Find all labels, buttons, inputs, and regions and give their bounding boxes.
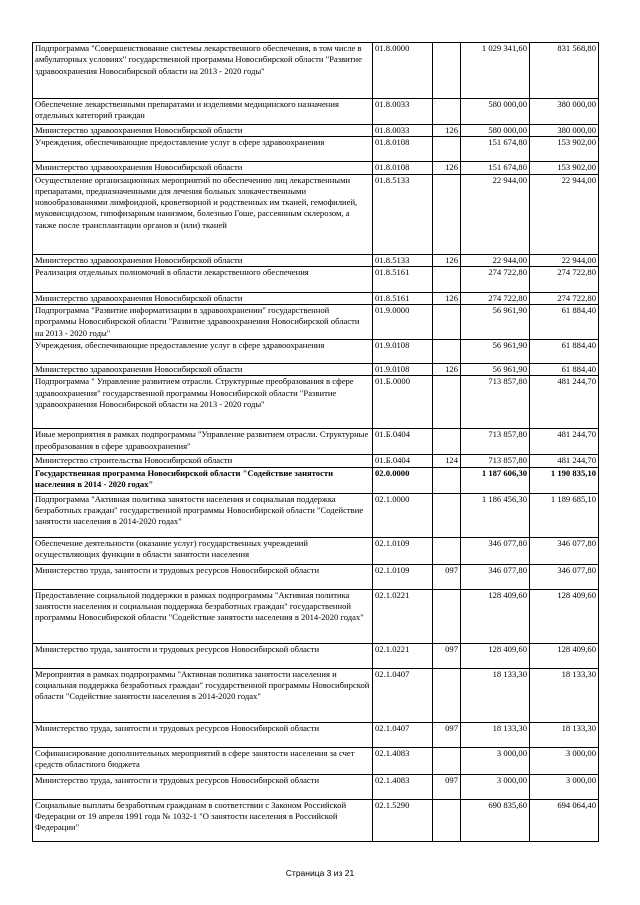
row-value-1: 22 944,00 — [461, 174, 530, 254]
table-row — [33, 340, 599, 364]
row-org: 126 — [433, 364, 461, 376]
row-name: Обеспечение лекарственными препаратами и изделиями медицинского назначения отдельных категорий граждан — [33, 99, 373, 125]
row-value-2: 3 000,00 — [530, 747, 599, 774]
row-code: 01.Б.0404 — [373, 429, 433, 455]
row-code: 01.9.0000 — [373, 305, 433, 340]
row-name: Министерство труда, занятости и трудовых ресурсов Новосибирской области — [33, 774, 373, 799]
row-code: 02.1.0221 — [373, 643, 433, 668]
row-name: Подпрограмма "Совершенствование системы лекарственного обеспечения, в том числе в амбулаторных условиях" государственной программы Новосибирской области "Развитие здравоохранения Новосибирской области на 2013 - 2020 годы" — [33, 43, 373, 99]
table-row — [33, 305, 599, 340]
row-value-1: 580 000,00 — [461, 125, 530, 137]
row-org: 097 — [433, 643, 461, 668]
table-row — [33, 668, 599, 722]
row-name: Министерство труда, занятости и трудовых ресурсов Новосибирской области — [33, 722, 373, 747]
row-code: 02.1.4083 — [373, 774, 433, 799]
row-name: Обеспечение деятельности (оказание услуг) государственных учреждений осуществляющих функции в области занятости населения — [33, 537, 373, 564]
row-name: Подпрограмма "Развитие информатизации в здравоохранении" государственной программы Новосибирской области "Развитие здравоохранения Новосибирской области на 2013 - 2020 годы" — [33, 305, 373, 340]
row-value-2: 274 722,80 — [530, 292, 599, 304]
row-value-1: 690 835,60 — [461, 799, 530, 841]
row-value-2: 61 884,40 — [530, 305, 599, 340]
row-org — [433, 137, 461, 162]
row-value-1: 274 722,80 — [461, 292, 530, 304]
row-name: Мероприятия в рамках подпрограммы "Активная политика занятости населения и социальная поддержка безработных граждан" государственной программы Новосибирской области "Содействие занятости населения в 2014-2020 годах" — [33, 668, 373, 722]
row-value-1: 151 674,80 — [461, 162, 530, 174]
row-code: 01.9.0108 — [373, 340, 433, 364]
row-org: 097 — [433, 564, 461, 589]
row-name: Министерство труда, занятости и трудовых ресурсов Новосибирской области — [33, 564, 373, 589]
table-row — [33, 643, 599, 668]
table-row-program — [33, 467, 599, 493]
row-value-2: 346 077,80 — [530, 564, 599, 589]
row-code: 01.8.5133 — [373, 254, 433, 266]
row-code: 01.8.0033 — [373, 125, 433, 137]
row-name: Учреждения, обеспечивающие предоставление услуг в сфере здравоохранения — [33, 340, 373, 364]
row-code: 02.1.0221 — [373, 589, 433, 643]
row-code: 02.1.0109 — [373, 537, 433, 564]
row-value-2: 18 133,30 — [530, 722, 599, 747]
row-org — [433, 537, 461, 564]
row-org — [433, 589, 461, 643]
row-value-2: 831 568,80 — [530, 43, 599, 99]
row-org — [433, 43, 461, 99]
row-name: Министерство здравоохранения Новосибирской области — [33, 254, 373, 266]
row-value-2: 153 902,00 — [530, 137, 599, 162]
row-org: 126 — [433, 292, 461, 304]
row-code: 02.1.4083 — [373, 747, 433, 774]
row-value-2: 61 884,40 — [530, 364, 599, 376]
row-code: 01.9.0108 — [373, 364, 433, 376]
row-value-2: 380 000,00 — [530, 125, 599, 137]
row-name: Министерство труда, занятости и трудовых ресурсов Новосибирской области — [33, 643, 373, 668]
row-value-1: 22 944,00 — [461, 254, 530, 266]
row-value-1: 274 722,80 — [461, 266, 530, 292]
table-row — [33, 254, 599, 266]
row-code: 01.8.5161 — [373, 292, 433, 304]
table-row — [33, 493, 599, 537]
row-value-1: 3 000,00 — [461, 747, 530, 774]
row-value-1: 56 961,90 — [461, 364, 530, 376]
row-value-1: 18 133,30 — [461, 722, 530, 747]
row-value-1: 1 186 456,30 — [461, 493, 530, 537]
table-row — [33, 162, 599, 174]
row-org: 097 — [433, 722, 461, 747]
table-row — [33, 99, 599, 125]
row-org — [433, 799, 461, 841]
row-org: 126 — [433, 125, 461, 137]
row-org — [433, 747, 461, 774]
table-row — [33, 125, 599, 137]
row-name: Осуществление организационных мероприятий по обеспечению лиц лекарственными препаратами, предназначенными для лечения больных злокачественными новообразованиями лимфоидной, кроветворной и родственных им тканей, гемофилией, муковисцидозом, гипофизарным нанизмом, болезнью Гоше, рассеянным склерозом, а также после трансплантации органов и (или) тканей — [33, 174, 373, 254]
row-org — [433, 668, 461, 722]
row-name: Министерство здравоохранения Новосибирской области — [33, 364, 373, 376]
row-name: Министерство строительства Новосибирской области — [33, 455, 373, 467]
row-name: Реализация отдельных полномочий в области лекарственного обеспечения — [33, 266, 373, 292]
row-value-1: 128 409,60 — [461, 643, 530, 668]
table-row — [33, 364, 599, 376]
row-value-1: 3 000,00 — [461, 774, 530, 799]
row-name: Социальные выплаты безработным гражданам в соответствии с Законом Российской Федерации от 19 апреля 1991 года № 1032-1 "О занятости населения в Российской Федерации" — [33, 799, 373, 841]
table-row — [33, 429, 599, 455]
row-org — [433, 99, 461, 125]
row-value-2: 22 944,00 — [530, 174, 599, 254]
row-code: 01.8.0108 — [373, 137, 433, 162]
row-code: 02.0.0000 — [373, 467, 433, 493]
table-row — [33, 774, 599, 799]
row-org — [433, 429, 461, 455]
row-value-1: 713 857,80 — [461, 455, 530, 467]
row-code: 01.8.0108 — [373, 162, 433, 174]
row-value-2: 481 244,70 — [530, 376, 599, 429]
row-name: Учреждения, обеспечивающие предоставление услуг в сфере здравоохранения — [33, 137, 373, 162]
row-name: Подпрограмма " Управление развитием отрасли. Структурные преобразования в сфере здравоохранения" государственной программы Новосибирской области "Развитие здравоохранения Новосибирской области на 2013 - 2020 годы" — [33, 376, 373, 429]
row-name: Иные мероприятия в рамках подпрограммы "Управление развитием отрасли. Структурные преобразования в сфере здравоохранения" — [33, 429, 373, 455]
table-row — [33, 537, 599, 564]
row-value-1: 346 077,80 — [461, 564, 530, 589]
row-value-1: 56 961,90 — [461, 305, 530, 340]
row-value-1: 713 857,80 — [461, 429, 530, 455]
row-value-2: 694 064,40 — [530, 799, 599, 841]
row-org — [433, 174, 461, 254]
row-value-2: 380 000,00 — [530, 99, 599, 125]
row-value-1: 713 857,80 — [461, 376, 530, 429]
row-org — [433, 493, 461, 537]
row-value-1: 1 029 341,60 — [461, 43, 530, 99]
row-name: Подпрограмма "Активная политика занятости населения и социальная поддержка безработных граждан" государственной программы Новосибирской области "Содействие занятости населения в 2014-2020 годах" — [33, 493, 373, 537]
row-org: 126 — [433, 254, 461, 266]
row-name: Министерство здравоохранения Новосибирской области — [33, 125, 373, 137]
table-row — [33, 455, 599, 467]
row-org — [433, 376, 461, 429]
row-org: 126 — [433, 162, 461, 174]
row-name: Министерство здравоохранения Новосибирской области — [33, 162, 373, 174]
row-org — [433, 305, 461, 340]
page-number: Страница 3 из 21 — [285, 868, 355, 878]
row-code: 01.Б.0404 — [373, 455, 433, 467]
row-org — [433, 467, 461, 493]
table-row — [33, 376, 599, 429]
row-value-2: 274 722,80 — [530, 266, 599, 292]
row-name: Министерство здравоохранения Новосибирской области — [33, 292, 373, 304]
row-value-1: 18 133,30 — [461, 668, 530, 722]
row-value-2: 22 944,00 — [530, 254, 599, 266]
row-code: 01.Б.0000 — [373, 376, 433, 429]
row-value-1: 346 077,80 — [461, 537, 530, 564]
row-name: Государственная программа Новосибирской области "Содействие занятости населения в 2014 - 2020 годах" — [33, 467, 373, 493]
table-row — [33, 589, 599, 643]
row-value-2: 346 077,80 — [530, 537, 599, 564]
row-code: 02.1.5290 — [373, 799, 433, 841]
table-row — [33, 174, 599, 254]
row-value-2: 153 902,00 — [530, 162, 599, 174]
row-code: 02.1.0407 — [373, 668, 433, 722]
row-value-2: 18 133,30 — [530, 668, 599, 722]
row-name: Софинансирование дополнительных мероприятий в сфере занятости населения за счет средств областного бюджета — [33, 747, 373, 774]
row-value-2: 128 409,60 — [530, 589, 599, 643]
row-value-2: 128 409,60 — [530, 643, 599, 668]
row-name: Предоставление социальной поддержки в рамках подпрограммы "Активная политика занятости населения и социальная поддержка безработных граждан" государственной программы Новосибирской области "Содействие занятости населения в 2014-2020 годах" — [33, 589, 373, 643]
table-row — [33, 722, 599, 747]
row-value-2: 61 884,40 — [530, 340, 599, 364]
row-org: 124 — [433, 455, 461, 467]
table-row — [33, 292, 599, 304]
row-value-1: 128 409,60 — [461, 589, 530, 643]
table-row — [33, 799, 599, 841]
row-code: 01.8.0033 — [373, 99, 433, 125]
row-value-2: 1 190 835,10 — [530, 467, 599, 493]
table-row — [33, 747, 599, 774]
row-value-2: 481 244,70 — [530, 429, 599, 455]
row-value-1: 151 674,80 — [461, 137, 530, 162]
row-code: 01.8.5133 — [373, 174, 433, 254]
row-org: 097 — [433, 774, 461, 799]
row-org — [433, 266, 461, 292]
budget-table — [32, 42, 599, 842]
table-row — [33, 137, 599, 162]
row-value-2: 3 000,00 — [530, 774, 599, 799]
table-row — [33, 266, 599, 292]
row-code: 01.8.5161 — [373, 266, 433, 292]
table-row — [33, 564, 599, 589]
row-org — [433, 340, 461, 364]
row-value-2: 1 189 685,10 — [530, 493, 599, 537]
row-code: 02.1.0407 — [373, 722, 433, 747]
row-value-1: 1 187 606,30 — [461, 467, 530, 493]
row-code: 02.1.0000 — [373, 493, 433, 537]
row-value-1: 56 961,90 — [461, 340, 530, 364]
row-value-1: 580 000,00 — [461, 99, 530, 125]
row-value-2: 481 244,70 — [530, 455, 599, 467]
row-code: 01.8.0000 — [373, 43, 433, 99]
row-code: 02.1.0109 — [373, 564, 433, 589]
table-row — [33, 43, 599, 99]
